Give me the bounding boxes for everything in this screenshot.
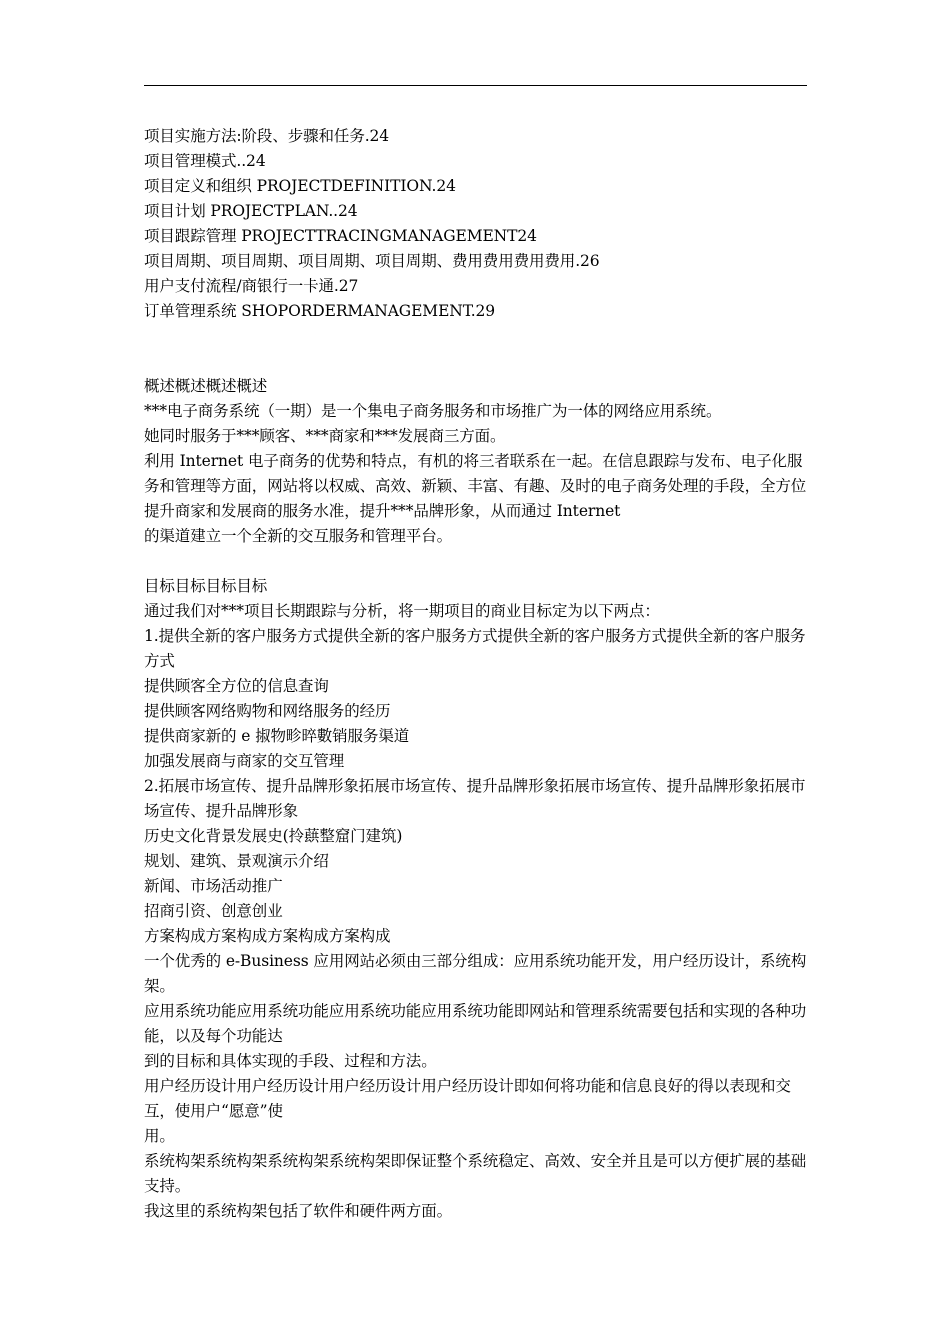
goal-1-item: 加强发展商与商家的交互管理 <box>144 752 345 770</box>
goal-2-item: 历史文化背景发展史(拎蕻整窟门建筑) <box>144 827 403 845</box>
goal-2-item: 新闻、市场活动推广 <box>144 877 283 895</box>
toc-entry: 项目跟踪管理 PROJECTTRACINGMANAGEMENT24 <box>144 227 537 245</box>
goals-section <box>144 574 810 924</box>
overview-paragraph: 利用 Internet 电子商务的优势和特点，有机的将三者联系在一起。在信息跟踪与发布、电子化服务和管理等方面，网站将以权威、高效、新颖、丰富、有趣、及时的电子商务处理的手段，全方位提升商家和发展商的服务水准，提升***品牌形象，从而通过 Internet <box>144 452 807 520</box>
composition-heading: 方案构成方案构成方案构成方案构成 <box>144 927 391 945</box>
goals-heading: 目标目标目标目标 <box>144 577 268 595</box>
function-continuation: 到的目标和具体实现的手段、过程和方法。 <box>144 1052 437 1070</box>
toc-entry: 项目计划 PROJECTPLAN..24 <box>144 202 358 220</box>
overview-line: 她同时服务于***顾客、***商家和***发展商三方面。 <box>144 427 506 445</box>
overview-line: ***电子商务系统（一期）是一个集电子商务服务和市场推广为一体的网络应用系统。 <box>144 402 722 420</box>
goal-1: 1.提供全新的客户服务方式提供全新的客户服务方式提供全新的客户服务方式提供全新的客户服务方式 <box>144 627 806 670</box>
architecture-paragraph: 系统构架系统构架系统构架系统构架即保证整个系统稳定、高效、安全并且是可以方便扩展的基础支持。 <box>144 1152 807 1195</box>
goal-2: 2.拓展市场宣传、提升品牌形象拓展市场宣传、提升品牌形象拓展市场宣传、提升品牌形象拓展市场宣传、提升品牌形象 <box>144 777 806 820</box>
ux-continuation: 用。 <box>144 1127 175 1145</box>
toc-entry: 项目实施方法:阶段、步骤和任务.24 <box>144 127 390 145</box>
header-rule <box>144 85 807 86</box>
goal-1-item: 提供顾客网络购物和网络服务的经历 <box>144 702 391 720</box>
overview-line: 的渠道建立一个全新的交互服务和管理平台。 <box>144 527 453 545</box>
toc-entry: 订单管理系统 SHOPORDERMANAGEMENT.29 <box>144 302 496 320</box>
ux-paragraph: 用户经历设计用户经历设计用户经历设计用户经历设计即如何将功能和信息良好的得以表现和交互，使用户“愿意”使 <box>144 1077 791 1120</box>
goal-2-item: 规划、建筑、景观演示介绍 <box>144 852 329 870</box>
goal-1-item: 提供顾客全方位的信息查询 <box>144 677 329 695</box>
overview-section <box>144 374 810 549</box>
toc-entry: 项目定义和组织 PROJECTDEFINITION.24 <box>144 177 456 195</box>
goals-intro: 通过我们对***项目长期跟踪与分析，将一期项目的商业目标定为以下两点： <box>144 602 660 620</box>
composition-section <box>144 924 810 1224</box>
table-of-contents <box>144 124 810 324</box>
toc-entry: 项目管理模式..24 <box>144 152 266 170</box>
overview-heading: 概述概述概述概述 <box>144 377 268 395</box>
toc-entry: 用户支付流程/商银行一卡通.27 <box>144 277 359 295</box>
goal-1-item: 提供商家新的 e 掓物畛晬數销服务渠道 <box>144 727 410 745</box>
document-body <box>144 124 810 1224</box>
architecture-last-line: 我这里的系统构架包括了软件和硬件两方面。 <box>144 1202 453 1220</box>
goal-2-item: 招商引资、创意创业 <box>144 902 283 920</box>
toc-entry: 项目周期、项目周期、项目周期、项目周期、费用费用费用费用.26 <box>144 252 600 270</box>
composition-intro: 一个优秀的 e-Business 应用网站必须由三部分组成：应用系统功能开发，用户经历设计，系统构架。 <box>144 952 807 995</box>
function-paragraph: 应用系统功能应用系统功能应用系统功能应用系统功能即网站和管理系统需要包括和实现的各种功能，以及每个功能达 <box>144 1002 807 1045</box>
